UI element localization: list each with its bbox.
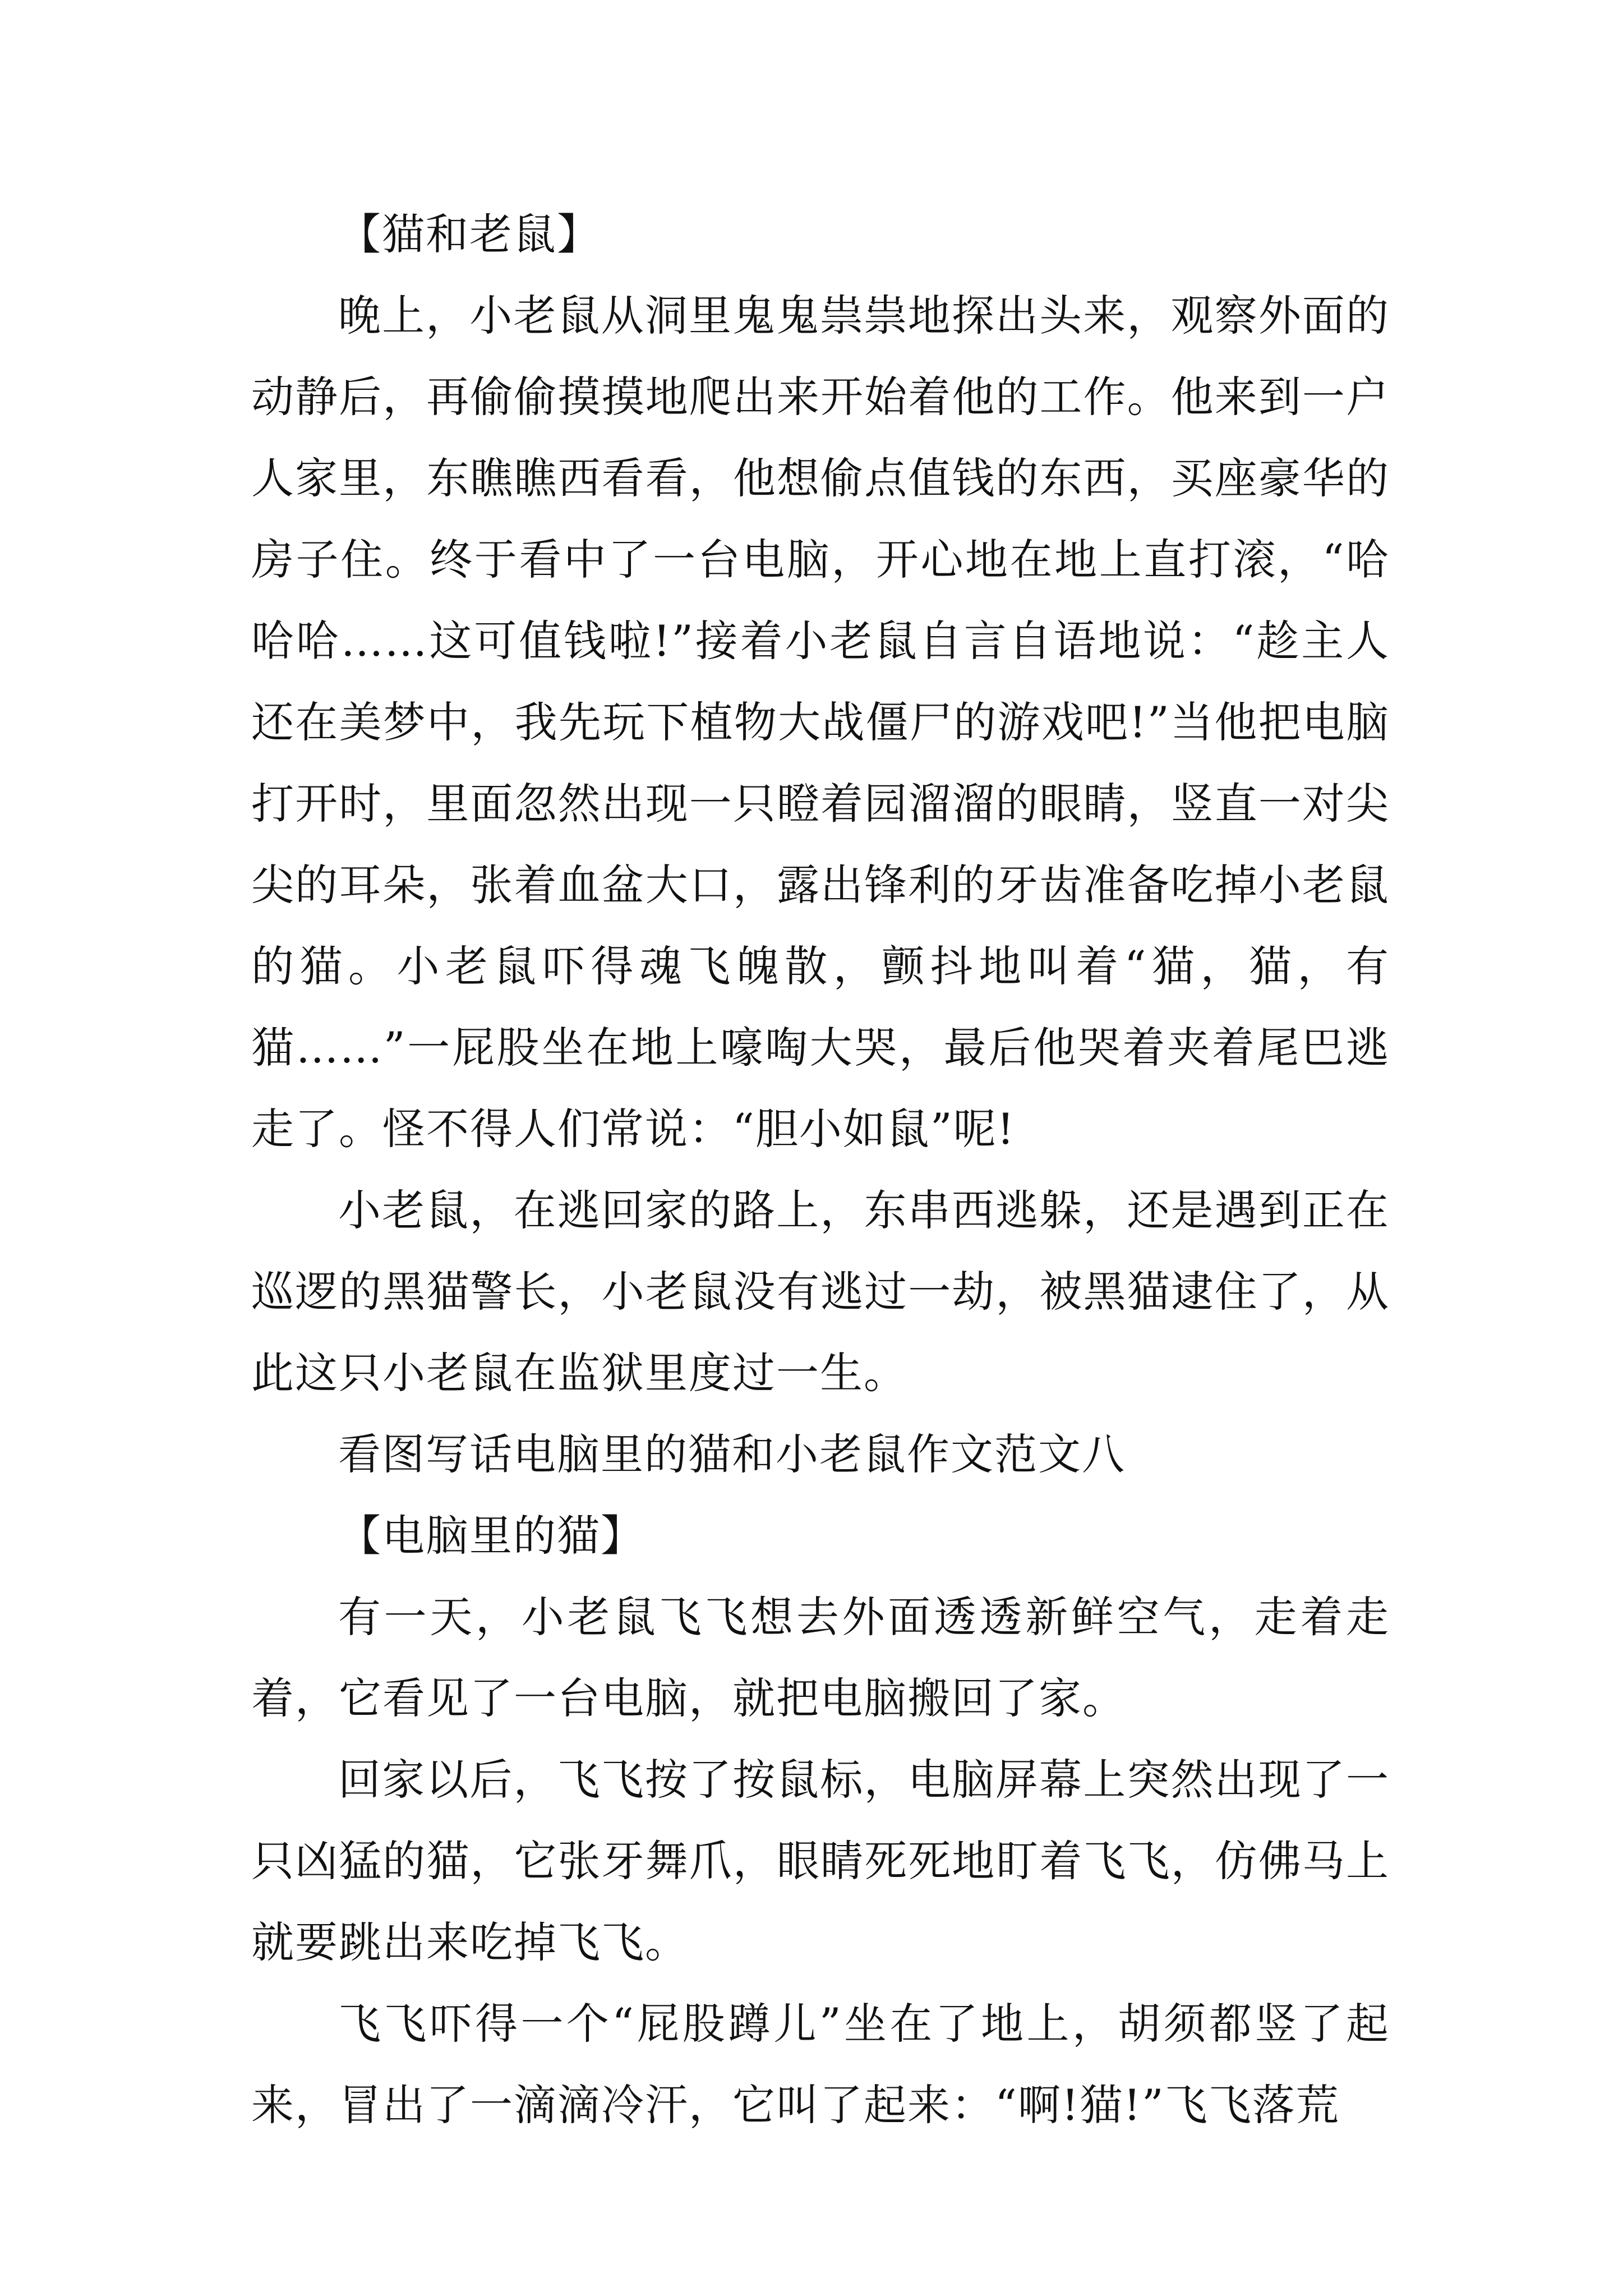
paragraph-feifei-frightened: 飞飞吓得一个“屁股蹲儿”坐在了地上，胡须都竖了起来，冒出了一滴滴冷汗，它叫了起来：“啊!猫!”飞飞落荒	[251, 1999, 1390, 2130]
paragraph-story-escape: 小老鼠，在逃回家的路上，东串西逃躲，还是遇到正在巡逻的黑猫警长，小老鼠没有逃过一劫，被黑猫逮住了，从此这只小老鼠在监狱里度过一生。	[251, 1185, 1390, 1398]
essay-title-eight: 看图写话电脑里的猫和小老鼠作文范文八	[338, 1429, 1126, 1479]
paragraph-feifei-finds-computer: 有一天，小老鼠飞飞想去外面透透新鲜空气，走着走着，它看见了一台电脑，就把电脑搬回了家。	[251, 1592, 1390, 1723]
section-heading-cat-and-mouse: 【猫和老鼠】	[338, 209, 601, 259]
document-body	[251, 194, 1390, 2146]
paragraph-feifei-clicks-mouse: 回家以后，飞飞按了按鼠标，电脑屏幕上突然出现了一只凶猛的猫，它张牙舞爪，眼睛死死地盯着飞飞，仿佛马上就要跳出来吃掉飞飞。	[251, 1755, 1390, 1967]
section-heading-cat-in-computer: 【电脑里的猫】	[338, 1511, 644, 1561]
paragraph-story-night: 晚上，小老鼠从洞里鬼鬼祟祟地探出头来，观察外面的动静后，再偷偷摸摸地爬出来开始着他的工作。他来到一户人家里，东瞧瞧西看看，他想偷点值钱的东西，买座豪华的房子住。终于看中了一台电脑，开心地在地上直打滚，“哈哈哈……这可值钱啦!”接着小老鼠自言自语地说：“趁主人还在美梦中，我先玩下植物大战僵尸的游戏吧!”当他把电脑打开时，里面忽然出现一只瞪着园溜溜的眼睛，竖直一对尖尖的耳朵，张着血盆大口，露出锋利的牙齿准备吃掉小老鼠的猫。小老鼠吓得魂飞魄散，颤抖地叫着“猫，猫，有猫……”一屁股坐在地上嚎啕大哭，最后他哭着夹着尾巴逃走了。怪不得人们常说：“胆小如鼠”呢!	[251, 291, 1390, 1154]
